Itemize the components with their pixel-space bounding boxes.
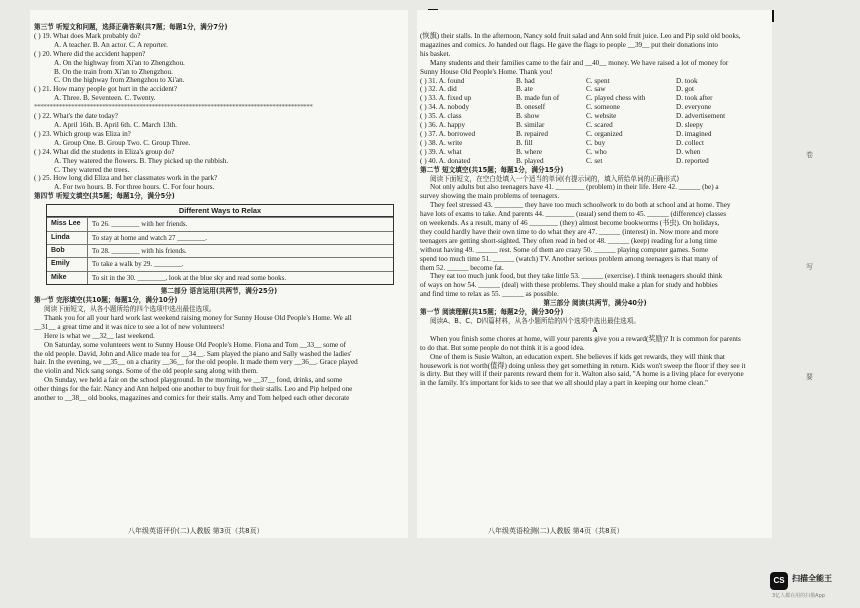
choice-a: ( ) 37. A. borrowed: [420, 129, 476, 138]
choice-row: [420, 157, 770, 166]
passage-line: (恢旗) their stalls. In the afternoon, Nancy sold fruit salad and Ann sold fruit juice. Leo and Pip sold old books,: [420, 32, 741, 40]
choice-c: C. set: [586, 156, 603, 165]
choice-row: [420, 121, 770, 130]
options-23: A. Group One. B. Group Two. C. Group Three.: [54, 138, 191, 147]
table-title: Different Ways to Relax: [47, 205, 393, 217]
passage-label: A: [592, 325, 598, 334]
passage-line: One of them is Susie Walton, an education expert. She believes if kids get rewards, they will think that: [430, 352, 725, 361]
choice-d: D. imagined: [676, 129, 712, 138]
choice-a: ( ) 31. A. found: [420, 76, 465, 85]
choice-a: ( ) 35. A. class: [420, 112, 462, 121]
options-24: A. They watered the flowers. B. They picked up the rubbish.: [54, 156, 229, 165]
speaker: Mike: [47, 272, 88, 284]
choice-b: B. made fun of: [516, 94, 560, 103]
instruction: 阅读下面短文，在空白处填入一个适当的单词(有提示词的，填入所给单词的正确形式): [430, 174, 680, 183]
choice-b: B. fill: [516, 138, 533, 147]
question-22: ( ) 22. What's the date today?: [34, 112, 118, 121]
section-heading: 第一节 完形填空(共10题；每题1分，满分10分): [34, 296, 178, 305]
choice-b: B. show: [516, 112, 540, 121]
option-20a: A. On the highway from Xi'an to Zhengzhou.: [54, 58, 185, 67]
choice-row: [420, 94, 770, 103]
passage-line: magazines and comics. Jo handed out flags. He gave the flags to people __39__ put their donations into: [420, 40, 719, 49]
passage-line: When you finish some chores at home, will your parents give you a reward(奖励)? It is common for parents: [430, 334, 741, 343]
passage-line: in the family. It's important for kids to see that we all should play a part in keeping our home clean.": [420, 379, 708, 388]
choice-a: ( ) 33. A. fixed up: [420, 94, 472, 103]
passage-line: Sunny House Old People's Home. Thank you!: [420, 67, 553, 76]
choice-b: B. similar: [516, 121, 545, 130]
passage-line: and find time to relax as 55. ______ as possible.: [420, 290, 559, 299]
option-24c: C. They watered the trees.: [54, 165, 130, 174]
part-heading: 第三部分 阅读(共两节，满分40分): [543, 299, 647, 308]
passage-line: on weekends. As a result, many of 46 ________ (they) almost become bookworms (书虫). On holidays,: [420, 219, 720, 228]
speaker: Miss Lee: [47, 218, 88, 230]
passage-line: spend too much time 51. ______ (watch) TV. Another serious problem among teenagers is that many of: [420, 254, 718, 263]
question-19: ( ) 19. What does Mark probably do?: [34, 31, 141, 40]
section-heading: 第二节 短文填空(共15题；每题1分，满分15分): [420, 165, 564, 174]
choice-a: ( ) 40. A. donated: [420, 156, 471, 165]
question-21: ( ) 21. How many people got hurt in the accident?: [34, 85, 178, 94]
section-heading: 第三节 听短文和问题，选择正确答案(共7题；每题1分，满分7分): [34, 23, 228, 31]
options-19: A. A teacher. B. An actor. C. A reporter.: [54, 40, 168, 49]
choice-d: D. took after: [676, 94, 713, 103]
choice-row: [420, 139, 770, 148]
scanner-app-name: 扫描全能王: [792, 574, 832, 583]
choice-c: C. someone: [586, 103, 620, 112]
choice-b: B. where: [516, 147, 542, 156]
choice-d: D. sleepy: [676, 121, 704, 130]
choice-c: C. who: [586, 147, 607, 156]
choice-row: [420, 85, 770, 94]
table-row: [47, 271, 393, 284]
choice-d: D. got: [676, 85, 694, 94]
passage-line: Not only adults but also teenagers have 41. ________ (problem) in their life. Here 42. ______ (be) a: [430, 183, 719, 192]
speaker: Bob: [47, 245, 88, 257]
choices-list: [420, 77, 770, 166]
passage-line: other things for the fair. Nancy and Ann helped one another to buy fruit for their stalls. Leo and Pip helped one: [34, 385, 353, 394]
speaker: Emily: [47, 258, 88, 270]
passage-line: survey showing the main problems of teenagers.: [420, 192, 560, 201]
part-heading: 第二部分 语言运用(共两节，满分25分): [160, 287, 278, 296]
passage-line: they could hardly have their own time to do what they are 47. ______ (interest) in. Now more and more: [420, 227, 719, 236]
table-row: [47, 217, 393, 230]
section-heading: 第一节 阅读理解(共15题；每题2分，满分30分): [420, 308, 564, 317]
choice-d: D. advertisement: [676, 112, 726, 121]
row-text: To 28. ________ with his friends.: [92, 246, 187, 255]
row-text: To 26. ________ with her friends.: [92, 220, 188, 229]
exam-page-4: [417, 10, 772, 538]
speaker: Linda: [47, 232, 88, 244]
option-20c: C. On the highway from Zhengzhou to Xi'an.: [54, 76, 185, 85]
passage-line: __31__ a great time and it was nice to see a lot of new volunteers!: [34, 322, 225, 331]
choice-d: D. took: [676, 76, 698, 85]
passage-line: On Sunday, we held a fair on the school playground. In the morning, we __37__ food, drinks, and some: [44, 376, 343, 385]
passage-line: without having 49. ______ rest. Some of them are crazy 50. ______ playing computer games. Some: [420, 245, 709, 254]
binding-mark: 写: [806, 263, 813, 271]
choice-row: [420, 103, 770, 112]
exam-page-3: [30, 10, 408, 538]
question-24: ( ) 24. What did the students in Eliza's group do?: [34, 147, 175, 156]
passage-line: Many students and their families came to the fair and __40__ money. We have raised a lot of money for: [430, 58, 729, 67]
choice-a: ( ) 38. A. write: [420, 138, 463, 147]
option-20b: B. On the train from Xi'an to Zhengzhou.: [54, 67, 173, 76]
question-20: ( ) 20. Where did the accident happen?: [34, 49, 146, 58]
choice-d: D. everyone: [676, 103, 712, 112]
choice-a: ( ) 39. A. what: [420, 147, 462, 156]
choice-d: D. when: [676, 147, 701, 156]
page-footer-left: 八年级英语评价(二)人教版 第3页（共8页）: [128, 527, 264, 535]
divider: ******************************************************************************************: [34, 103, 313, 112]
choice-b: B. ate: [516, 85, 533, 94]
instruction: 阅读A、B、C、D四篇材料，从各小题所给的四个选项中选出最佳选项。: [430, 317, 640, 325]
options-25: A. For two hours. B. For three hours. C. For four hours.: [54, 183, 215, 192]
choice-c: C. organized: [586, 129, 623, 138]
table-row: [47, 244, 393, 257]
table-row: [47, 231, 393, 244]
passage-line: his basket.: [420, 49, 451, 58]
row-text: To stay at home and watch 27 ________.: [92, 233, 207, 242]
choice-b: B. had: [516, 76, 535, 85]
choice-c: C. played chess with: [586, 94, 646, 103]
choice-c: C. spent: [586, 76, 610, 85]
page-footer-right: 八年级英语检测(二)人教版 第4页（共8页）: [488, 527, 624, 535]
question-25: ( ) 25. How long did Eliza and her classmates work in the park?: [34, 174, 218, 183]
passage-line: another to __38__ old books, magazines and comics for their stalls. Amy and Tom helped each other decorate: [34, 394, 350, 403]
passage-line: On Saturday, some volunteers went to Sunny House Old People's Home. Fiona and Tom __33__ some of: [44, 340, 347, 349]
passage-line: them 52. ______ become fat.: [420, 263, 504, 272]
choice-a: ( ) 36. A. happy: [420, 121, 466, 130]
row-text: To sit in the 30. ________, look at the blue sky and read some books.: [92, 273, 287, 282]
choice-a: ( ) 34. A. nobody: [420, 103, 470, 112]
choice-b: B. repaired: [516, 129, 548, 138]
row-text: To take a walk by 29. ________.: [92, 260, 184, 269]
options-21: A. Three. B. Seventeen. C. Twenty.: [54, 94, 156, 103]
choice-c: C. scared: [586, 121, 613, 130]
passage-line: They feel stressed 43. ________ they have too much schoolwork to do both at school and at home. They: [430, 201, 731, 210]
passage-line: the violin and Nick sang songs. Some of the old people sang along with them.: [34, 367, 258, 376]
choice-row: [420, 77, 770, 86]
passage-line: to do that. But some people do not think it is a good idea.: [420, 343, 585, 352]
choice-b: B. oneself: [516, 103, 546, 112]
section-heading: 第四节 听短文填空(共5题；每题1分，满分5分): [34, 192, 175, 201]
passage-line: of ways on how 54. ______ (deal) with these problems. They should make a plan for study and hobbies: [420, 281, 718, 290]
choice-b: B. played: [516, 156, 544, 165]
instruction: 阅读下面短文，从各小题所给的四个选项中选出最佳选项。: [44, 304, 216, 313]
binding-mark: 要: [806, 373, 813, 381]
passage-line: the old people. David, John and Alice made tea for __34__. Sam played the piano and Sally washed the ladies': [34, 349, 352, 358]
passage-line: housework is not worth(值得) doing unless they get something in return. Kids won't sweep the floor if they see it: [420, 361, 746, 370]
passage-line: is dirty. But they will if their parents reward them for it. Walton also said, "A home is a living place for everyone: [420, 370, 744, 379]
choice-c: C. buy: [586, 138, 606, 147]
passage-line: have lots of exams to take. And parents 44. ________ (usual) send them to 45. ______ (difference) classes: [420, 210, 727, 219]
passage-line: teenagers are getting short-sighted. They often read in bed or 48. ______ (keep) reading for a long time: [420, 236, 718, 245]
options-22: A. April 16th. B. April 6th. C. March 13th.: [54, 120, 177, 129]
choice-row: [420, 130, 770, 139]
scanner-tagline: 3亿人都在用的扫描App: [772, 593, 825, 599]
binding-mark: 卷: [806, 151, 813, 159]
choice-row: [420, 112, 770, 121]
choice-c: C. website: [586, 112, 617, 121]
scanner-logo-icon: CS: [770, 572, 788, 590]
passage-line: hair. In the evening, we __35__ on a charity __36__ for the old people. It made them very __36__. Grace played: [34, 358, 358, 367]
choice-d: D. reported: [676, 156, 709, 165]
choice-d: D. collect: [676, 138, 704, 147]
passage-line: Thank you for all your hard work last weekend raising money for Sunny House Old People's Home. We all: [44, 313, 352, 322]
relax-table: [46, 204, 394, 285]
question-23: ( ) 23. Which group was Eliza in?: [34, 129, 131, 138]
table-row: [47, 257, 393, 270]
passage-line: They eat too much junk food, but they take little 53. ______ (exercise). I think teenagers should think: [430, 272, 723, 281]
choice-row: [420, 148, 770, 157]
choice-c: C. saw: [586, 85, 606, 94]
choice-a: ( ) 32. A. did: [420, 85, 457, 94]
passage-line: Here is what we __32__ last weekend.: [44, 331, 155, 340]
